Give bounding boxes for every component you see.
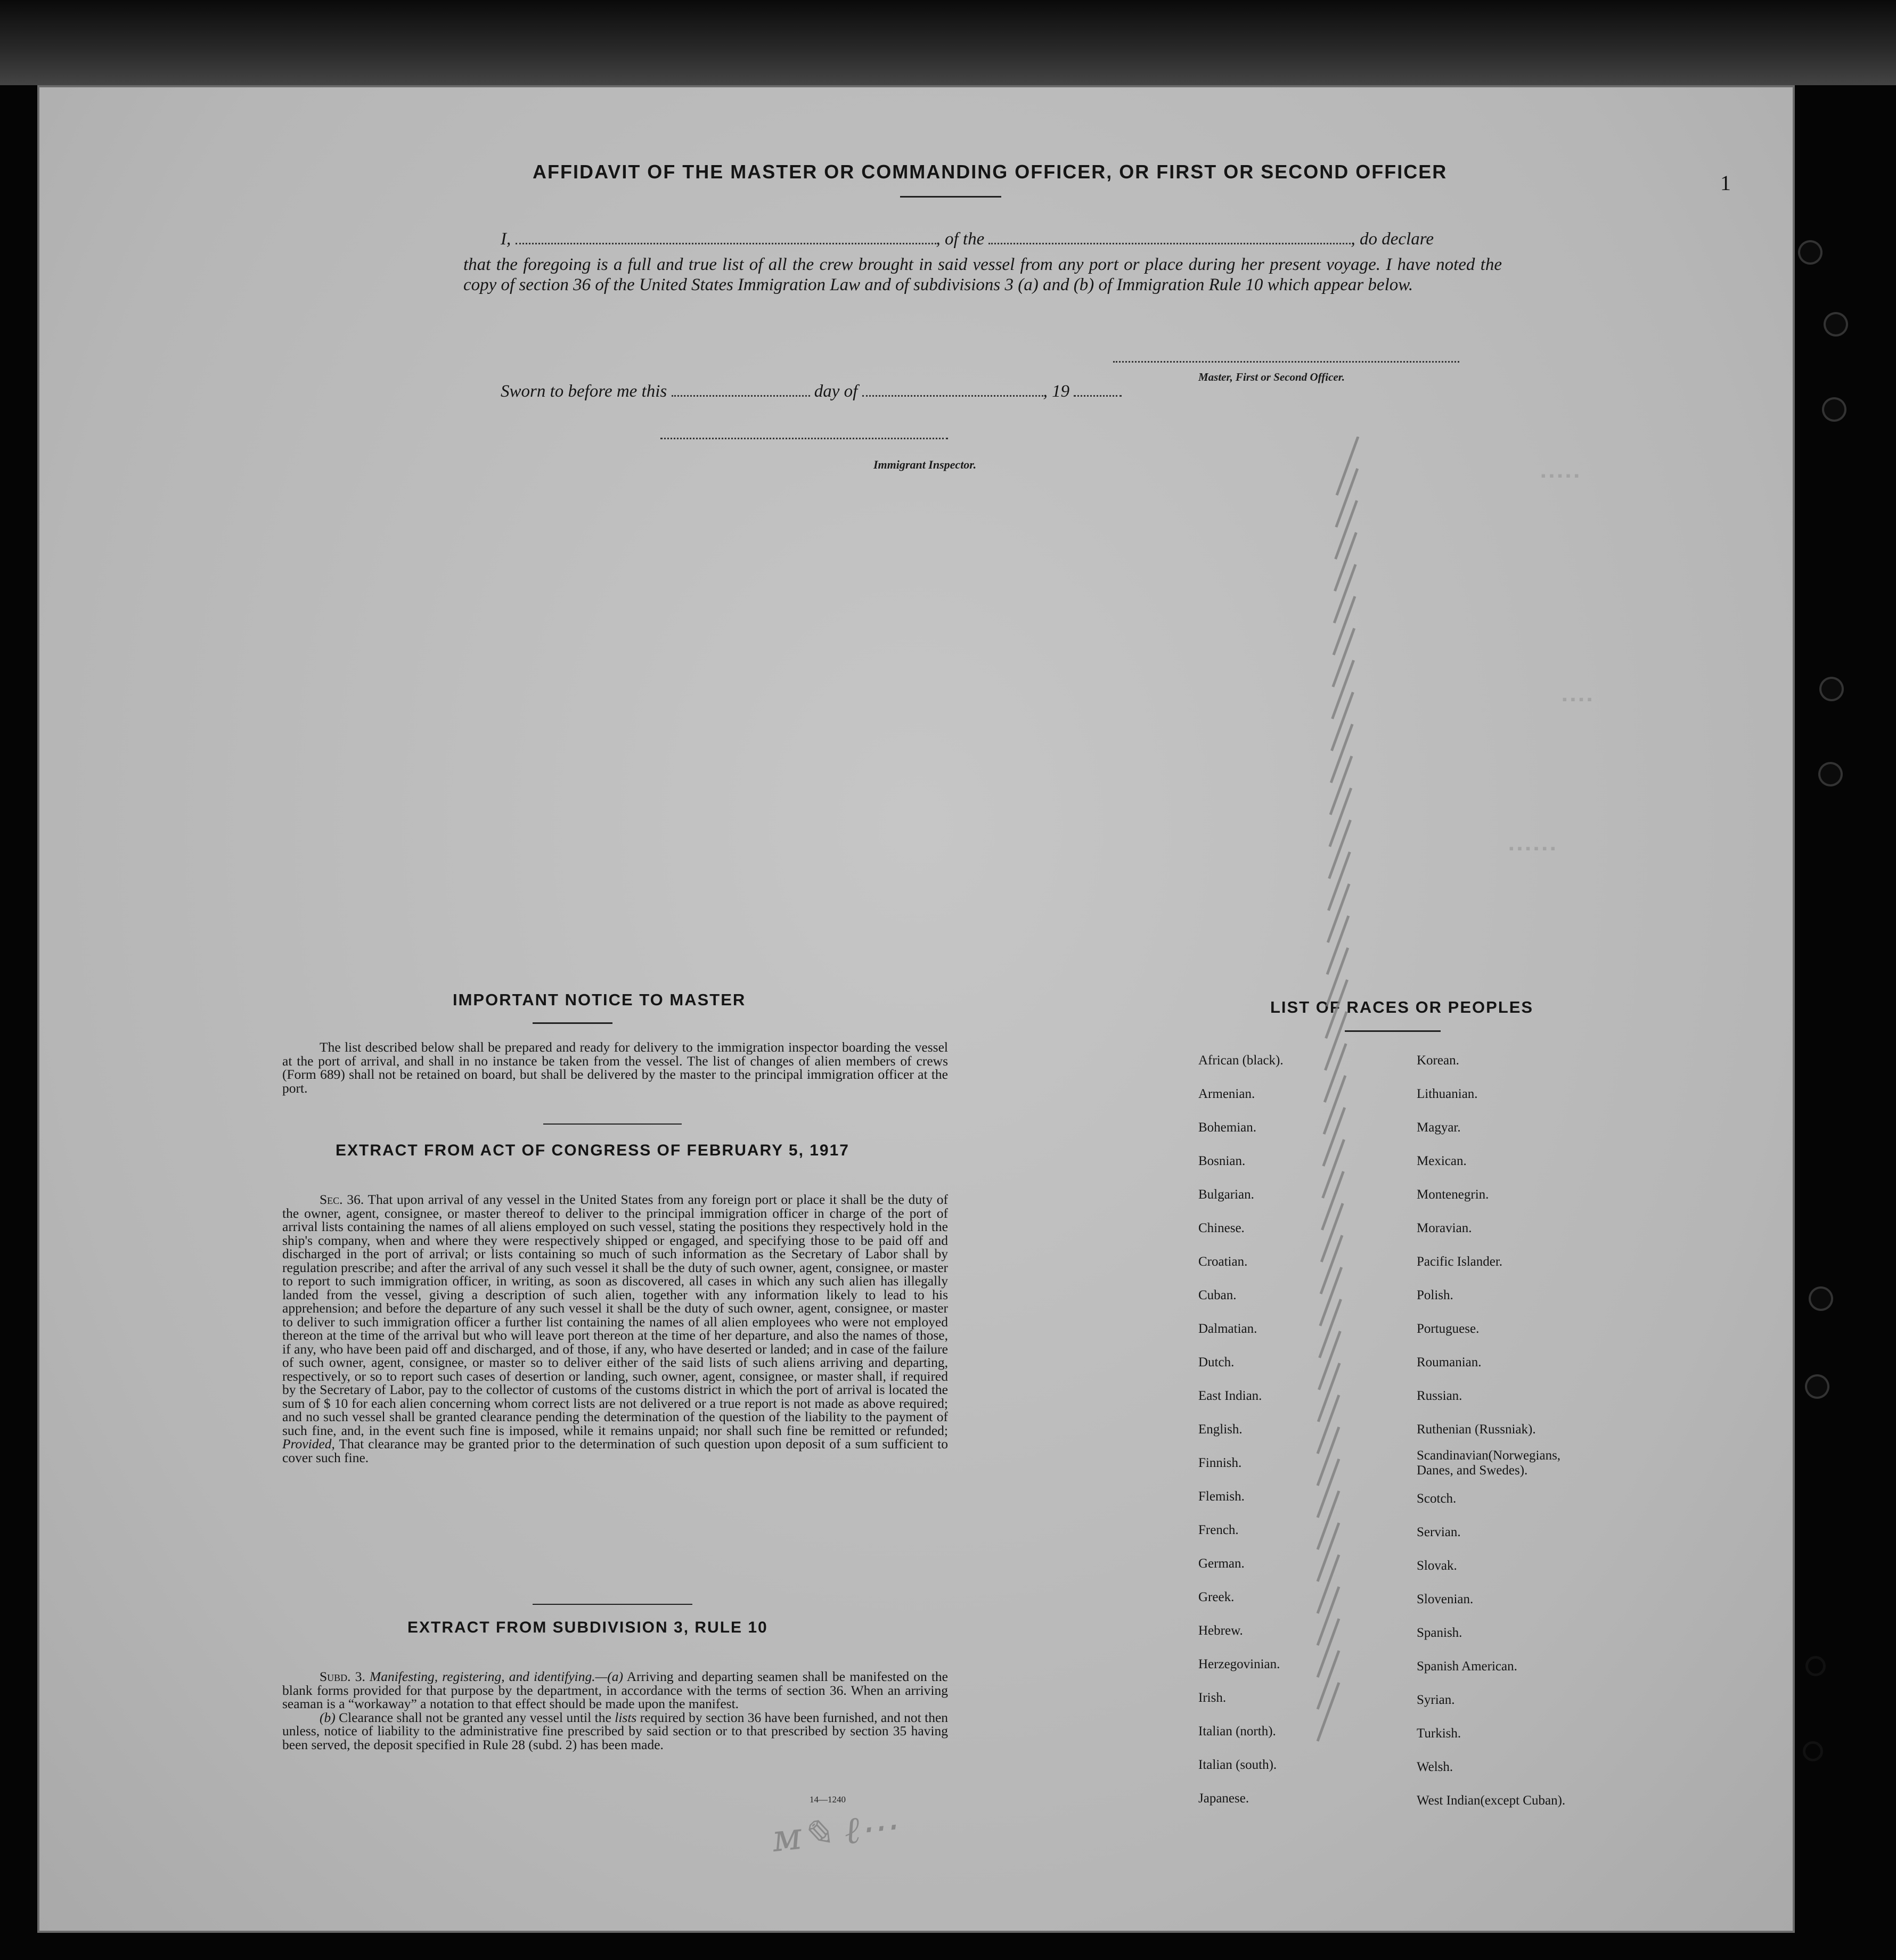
race-item: Croatian. [1198, 1254, 1248, 1269]
do-declare-label: , do declare [1351, 229, 1434, 249]
race-item: Slovenian. [1417, 1592, 1474, 1606]
rule-extract-body [282, 1670, 948, 1751]
race-item: Moravian. [1417, 1221, 1472, 1235]
race-item: German. [1198, 1556, 1245, 1571]
form-number: 14—1240 [810, 1794, 846, 1805]
subd-heading: Manifesting, registering, and identifying.—(a) [369, 1669, 624, 1684]
race-item: Cuban. [1198, 1288, 1237, 1302]
tally-marks [1305, 437, 1390, 1746]
race-item: Pacific Islander. [1417, 1254, 1503, 1269]
inspector-signature-line[interactable] [660, 438, 948, 439]
binder-hole [1811, 1289, 1831, 1309]
race-item: Bulgarian. [1198, 1187, 1254, 1202]
races-title: LIST OF RACES OR PEOPLES [1270, 998, 1534, 1016]
bleed-through-mark: ▪▪▪▪▪▪ [1507, 841, 1557, 857]
race-item: Mexican. [1417, 1154, 1467, 1168]
race-item: Greek. [1198, 1590, 1235, 1604]
notice-rule [533, 1022, 612, 1024]
race-item: Magyar. [1417, 1120, 1461, 1135]
subd-label: Subd. 3. [320, 1669, 365, 1684]
races-column-2 [1417, 1044, 1592, 1817]
master-signature-line[interactable] [1113, 361, 1459, 363]
act-extract-body [282, 1193, 948, 1464]
subd-body-a: Arriving and departing seamen shall be manifested on the blank forms provided for that purpose by the department, in accordance with the terms of section 36. When an arriving seaman is a “workaway” a notation to that effect should be made upon the manifest. [282, 1669, 949, 1711]
notice-title: IMPORTANT NOTICE TO MASTER [453, 990, 746, 1009]
section-divider [533, 1604, 692, 1605]
b-label: (b) [320, 1709, 336, 1725]
race-item: Chinese. [1198, 1221, 1245, 1235]
race-item: Spanish American. [1417, 1659, 1517, 1674]
binder-hole [1807, 1376, 1827, 1397]
race-item: Russian. [1417, 1389, 1462, 1403]
i-label: I, [501, 229, 511, 249]
sec-label: Sec. 36. [320, 1192, 364, 1207]
race-item: Bosnian. [1198, 1154, 1246, 1168]
race-item: Scotch. [1417, 1491, 1457, 1506]
race-item: Montenegrin. [1417, 1187, 1489, 1202]
binder-hole [1820, 764, 1841, 784]
scan-top-edge [0, 0, 1896, 85]
sworn-year-field[interactable] [1074, 395, 1122, 397]
handwritten-signature: ᴍ✎ ℓ⋯ [770, 1803, 900, 1861]
race-item: Syrian. [1417, 1693, 1455, 1707]
race-item: Lithuanian. [1417, 1087, 1478, 1101]
sworn-day-field[interactable] [672, 395, 810, 397]
act-extract-title: EXTRACT FROM ACT OF CONGRESS OF FEBRUARY 5, 1917 [336, 1142, 849, 1159]
race-item: Roumanian. [1417, 1355, 1482, 1369]
race-item: Ruthenian (Russniak). [1417, 1422, 1536, 1437]
vessel-field[interactable] [988, 243, 1351, 244]
race-item: Slovak. [1417, 1559, 1457, 1573]
race-item: Finnish. [1198, 1456, 1242, 1470]
race-item: Spanish. [1417, 1626, 1462, 1640]
binder-hole [1826, 314, 1846, 334]
bleed-through-mark: ▪▪▪▪▪ [1539, 469, 1581, 485]
binder-hole [1821, 679, 1842, 699]
title-rule [900, 196, 1001, 198]
binder-hole [1803, 1741, 1823, 1761]
page-number: 1 [1720, 171, 1731, 195]
notice-body: The list described below shall be prepared and ready for delivery to the immigration inspector boarding the vessel at the port of arrival, and shall in no instance be taken from the vessel. The list of changes of alien members of crews (Form 689) shall not be retained on board, but shall be delivered by the master to the principal immigration officer at the port. [282, 1039, 948, 1096]
race-item: Irish. [1198, 1691, 1227, 1705]
name-field[interactable] [516, 243, 936, 244]
race-item: Hebrew. [1198, 1623, 1243, 1638]
race-item: East Indian. [1198, 1389, 1262, 1403]
race-item: Welsh. [1417, 1760, 1453, 1774]
inspector-caption: Immigrant Inspector. [873, 458, 977, 471]
race-item: Dalmatian. [1198, 1322, 1257, 1336]
race-item: African (black). [1198, 1053, 1284, 1068]
provided-body: That clearance may be granted prior to the determination of such question upon deposit of a sum sufficient to cover such fine. [282, 1436, 948, 1465]
races-column-1 [1198, 1044, 1284, 1815]
sworn-prefix: Sworn to before me this [501, 382, 667, 401]
affidavit-declaration-line [463, 229, 1502, 249]
lists-word: lists [615, 1709, 637, 1725]
rule-extract-title: EXTRACT FROM SUBDIVISION 3, RULE 10 [407, 1619, 768, 1636]
race-item: Japanese. [1198, 1791, 1249, 1806]
of-the-label: , of the [936, 229, 985, 249]
binder-hole [1800, 242, 1820, 263]
race-item: Turkish. [1417, 1726, 1461, 1741]
race-item: Portuguese. [1417, 1322, 1480, 1336]
bleed-through-mark: ▪▪▪▪ [1560, 692, 1594, 708]
race-item: Flemish. [1198, 1489, 1245, 1504]
race-item: Scandinavian(Norwegians, Danes, and Swedes). [1417, 1448, 1561, 1478]
race-item: Bohemian. [1198, 1120, 1257, 1135]
master-caption: Master, First or Second Officer. [1198, 371, 1345, 383]
race-item: Servian. [1417, 1525, 1461, 1539]
subd-body-b: required by section 36 have been furnished, and not then unless, notice of liability to the administrative fine prescribed by said section or to that prescribed by section 35 having been served, the deposit specified in Rule 28 (subd. 2) has been made. [282, 1709, 949, 1752]
subd-body-b-prefix: Clearance shall not be granted any vessel until the [339, 1709, 611, 1725]
binder-hole [1824, 399, 1844, 420]
binder-hole [1805, 1656, 1826, 1676]
affidavit-body: that the foregoing is a full and true list of all the crew brought in said vessel from any port or place during her present voyage. I have noted the copy of section 36 of the United States Immigration Law and of subdivisions 3 (a) and (b) of Immigration Rule 10 which appear below. [463, 255, 1502, 294]
day-of-label: day of [814, 382, 858, 401]
sec-body: That upon arrival of any vessel in the United States from any foreign port or place it shall be the duty of the owner, agent, consignee, or master thereof to deliver to the principal immigration officer in charge of the port of arrival lists containing the names of all aliens employed on such vessel, stating the positions they respectively hold in the ship's company, when and where they were respectively shipped or engaged, and specifying those to be paid off and discharged in the port of arrival; or lists containing so much of such information as the Secretary of Labor shall by regulation prescribe; and after the arrival of any such vessel it shall be the duty of such owner, agent, consignee, or master to report to such immigration officer, in writing, as soon as discovered, all cases in which any such alien has illegally landed from the vessel, giving a description of such alien, together with any information likely to lead to his apprehension; and before the departure of any such vessel it shall be the duty of such owner, agent, consignee, or master to deliver to such immigration officer a further list containing the names of all alien employees who were not employed thereon at the time of the arrival but who will leave port thereon at the time of her departure, and also the names of those, if any, who have been paid off and discharged, and of those, if any, who have deserted or landed; and in case of the failure of such owner, agent, consignee, or master so to deliver either of the said lists of such aliens arriving and departing, respectively, or so to report such cases of desertion or landing, such owner, agent, consignee, or master shall, if required by the Secretary of Labor, pay to the collector of customs of the customs district in which the port of arrival is located the sum of $ 10 for each alien concerning whom correct lists are not delivered or a true report is not made as above required; and no such vessel shall be granted clearance pending the determination of the question of the liability to the payment of such fine, and, in the event such fine is imposed, while it remains unpaid; nor shall such fine be remitted or refunded; [282, 1192, 949, 1438]
race-item: English. [1198, 1422, 1243, 1437]
race-item: Herzegovinian. [1198, 1657, 1280, 1671]
race-item: Korean. [1417, 1053, 1459, 1068]
race-item: Italian (south). [1198, 1758, 1277, 1772]
sworn-month-field[interactable] [862, 395, 1043, 397]
race-item: Polish. [1417, 1288, 1453, 1302]
year-prefix: , 19 [1043, 382, 1070, 401]
race-item: West Indian(except Cuban). [1417, 1793, 1566, 1808]
affidavit-title: AFFIDAVIT OF THE MASTER OR COMMANDING OFFICER, OR FIRST OR SECOND OFFICER [533, 161, 1448, 183]
race-item: French. [1198, 1523, 1239, 1537]
race-item: Italian (north). [1198, 1724, 1276, 1738]
provided-label: Provided, [282, 1436, 335, 1451]
race-item: Dutch. [1198, 1355, 1235, 1369]
section-divider [543, 1123, 682, 1125]
sworn-line [501, 381, 1193, 401]
document-sheet [37, 85, 1795, 1933]
race-item: Armenian. [1198, 1087, 1255, 1101]
